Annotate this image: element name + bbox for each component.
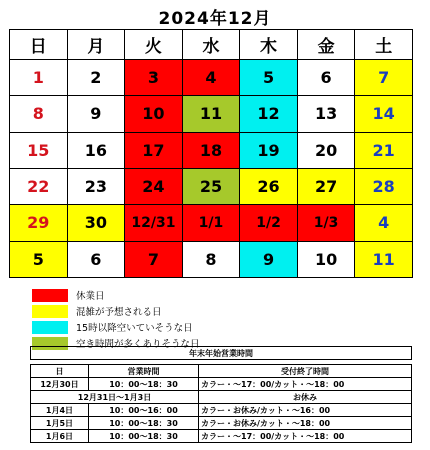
weekday-header: 土 [355, 30, 413, 60]
day-cell: 27 [297, 168, 355, 204]
calendar-body [10, 60, 413, 278]
day-cell: 1/1 [182, 205, 240, 241]
hours-cell-deadline: カラー・お休み/カット・～18：00 [199, 417, 412, 430]
day-cell: 28 [355, 168, 413, 204]
day-cell: 24 [125, 168, 183, 204]
calendar-week-row [10, 205, 413, 241]
hours-row [31, 404, 412, 417]
holiday-hours-table [30, 346, 412, 443]
calendar-week-row [10, 168, 413, 204]
weekday-header-row [10, 30, 413, 60]
day-cell: 7 [125, 241, 183, 277]
hours-cell-deadline: カラー・～17：00/カット・～18：00 [199, 430, 412, 443]
col-header-date: 日 [31, 365, 89, 378]
legend-item [32, 304, 332, 318]
weekday-header: 日 [10, 30, 68, 60]
col-header-open: 営業時間 [89, 365, 199, 378]
day-cell: 6 [297, 60, 355, 96]
day-cell: 10 [125, 96, 183, 132]
day-cell: 1/3 [297, 205, 355, 241]
legend-swatch [32, 305, 68, 318]
hours-cell-deadline: カラー・お休み/カット・～16：00 [199, 404, 412, 417]
holiday-range: 12月31日～1月3日 [31, 391, 199, 404]
day-cell: 8 [10, 96, 68, 132]
day-cell: 9 [240, 241, 298, 277]
day-cell: 14 [355, 96, 413, 132]
day-cell: 19 [240, 132, 298, 168]
legend-swatch [32, 289, 68, 302]
day-cell: 5 [10, 241, 68, 277]
day-cell: 15 [10, 132, 68, 168]
day-cell: 6 [67, 241, 125, 277]
hours-cell-date: 1月4日 [31, 404, 89, 417]
hours-cell-date: 1月5日 [31, 417, 89, 430]
legend [32, 288, 332, 352]
day-cell: 9 [67, 96, 125, 132]
day-cell: 13 [297, 96, 355, 132]
hours-row [31, 378, 412, 391]
day-cell: 17 [125, 132, 183, 168]
hours-cell-open: 10：00～18：30 [89, 430, 199, 443]
hours-table-title: 年末年始営業時間 [31, 347, 412, 360]
legend-item [32, 320, 332, 334]
weekday-header: 月 [67, 30, 125, 60]
day-cell: 11 [355, 241, 413, 277]
day-cell: 3 [125, 60, 183, 96]
hours-rows-b [31, 404, 412, 443]
day-cell: 12 [240, 96, 298, 132]
day-cell: 2 [67, 60, 125, 96]
day-cell: 20 [297, 132, 355, 168]
day-cell: 16 [67, 132, 125, 168]
legend-label: 混雑が予想される日 [76, 307, 162, 318]
day-cell: 5 [240, 60, 298, 96]
day-cell: 29 [10, 205, 68, 241]
legend-label: 空き時間が多くありそうな日 [76, 339, 200, 350]
hours-cell-date: 1月6日 [31, 430, 89, 443]
day-cell: 8 [182, 241, 240, 277]
hours-cell-deadline: カラー・～17：00/カット・～18：00 [199, 378, 412, 391]
day-cell: 22 [10, 168, 68, 204]
calendar-grid [9, 29, 413, 278]
weekday-header: 水 [182, 30, 240, 60]
day-cell: 21 [355, 132, 413, 168]
hours-row [31, 417, 412, 430]
day-cell: 18 [182, 132, 240, 168]
day-cell: 1 [10, 60, 68, 96]
calendar-week-row [10, 60, 413, 96]
legend-item [32, 288, 332, 302]
weekday-header: 火 [125, 30, 183, 60]
day-cell: 25 [182, 168, 240, 204]
calendar-week-row [10, 132, 413, 168]
day-cell: 26 [240, 168, 298, 204]
weekday-header: 金 [297, 30, 355, 60]
hours-cell-date: 12月30日 [31, 378, 89, 391]
col-header-deadline: 受付終了時間 [199, 365, 412, 378]
day-cell: 11 [182, 96, 240, 132]
hours-cell-open: 10：00～16：00 [89, 404, 199, 417]
day-cell: 30 [67, 205, 125, 241]
hours-row [31, 430, 412, 443]
day-cell: 4 [182, 60, 240, 96]
holiday-label: お休み [199, 391, 412, 404]
legend-swatch [32, 321, 68, 334]
legend-label: 休業日 [76, 291, 105, 302]
hours-rows-a [31, 378, 412, 391]
day-cell: 1/2 [240, 205, 298, 241]
hours-cell-open: 10：00～18：30 [89, 417, 199, 430]
hours-cell-open: 10：00～18：30 [89, 378, 199, 391]
day-cell: 4 [355, 205, 413, 241]
day-cell: 23 [67, 168, 125, 204]
calendar-week-row [10, 96, 413, 132]
day-cell: 12/31 [125, 205, 183, 241]
weekday-header: 木 [240, 30, 298, 60]
legend-label: 15時以降空いていそうな日 [76, 323, 193, 334]
calendar-title: 2024年12月 [158, 9, 272, 29]
day-cell: 10 [297, 241, 355, 277]
calendar-week-row [10, 241, 413, 277]
day-cell: 7 [355, 60, 413, 96]
